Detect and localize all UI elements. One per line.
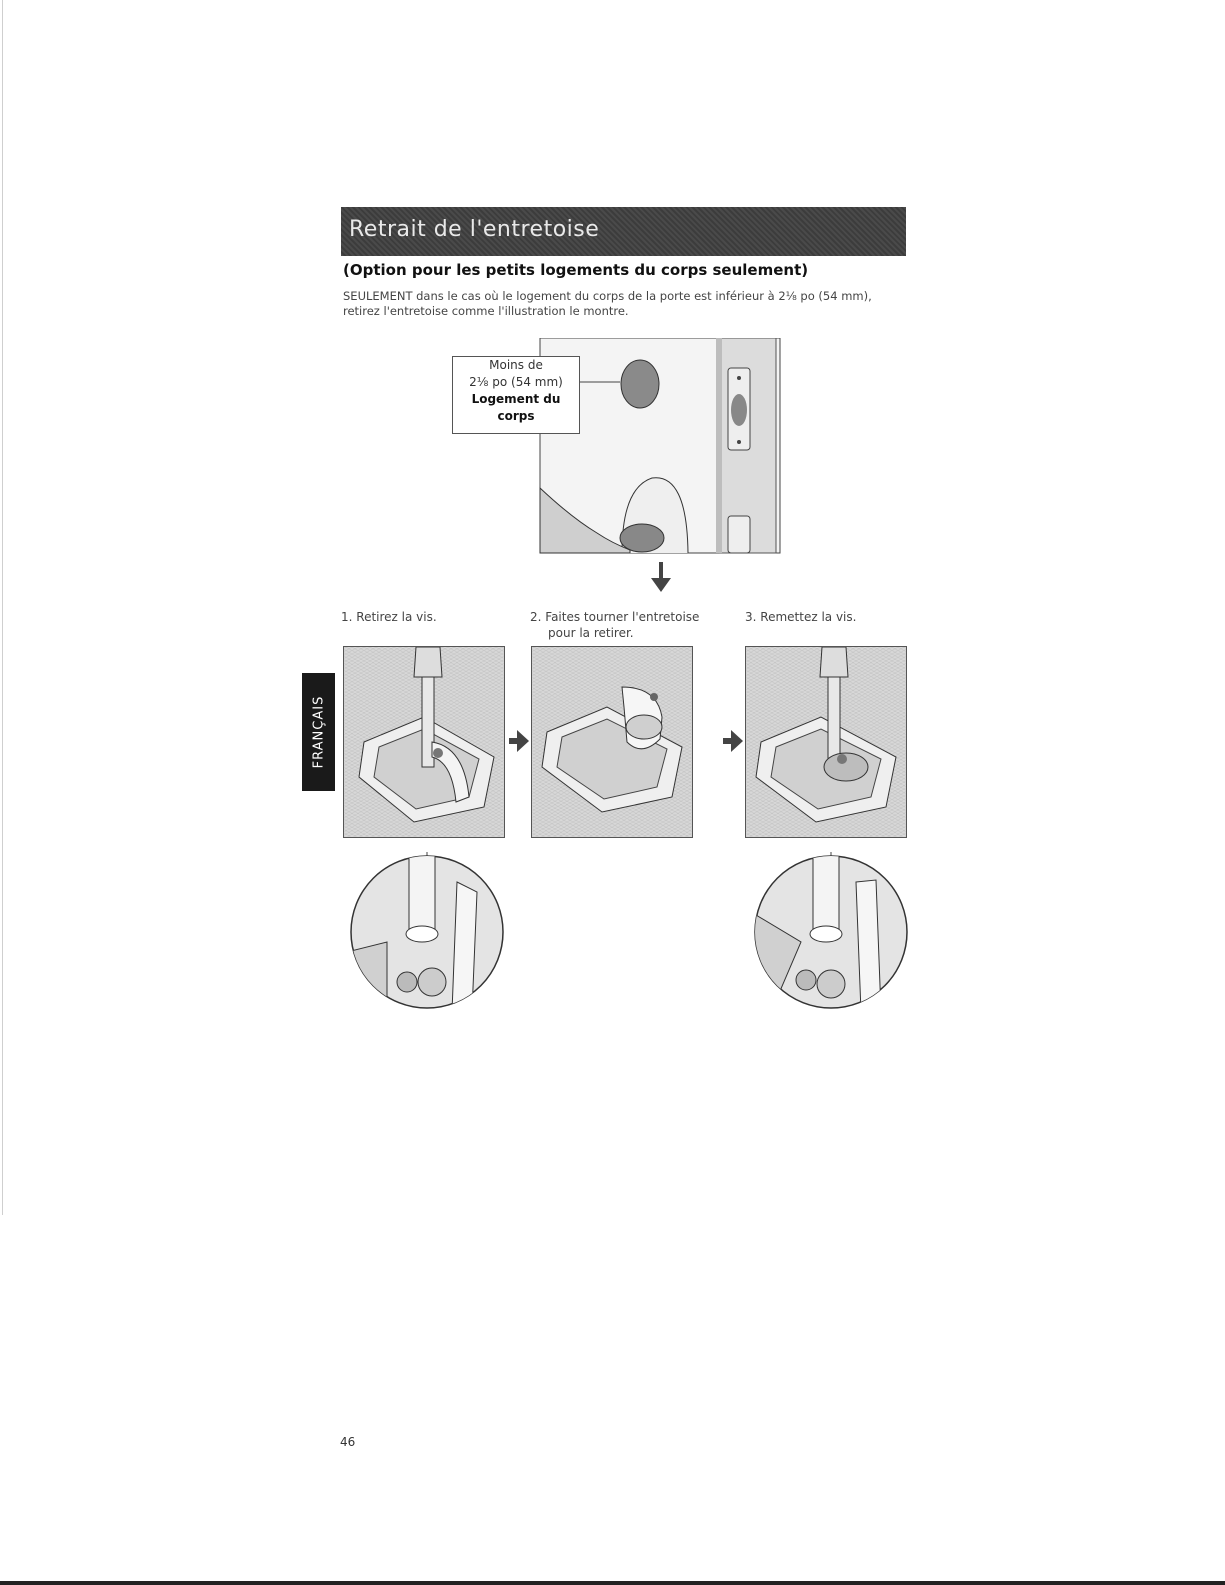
section-subtitle: (Option pour les petits logements du corps seulement) (343, 261, 809, 279)
callout-line-1: Moins de (489, 358, 543, 372)
step-1-text: Retirez la vis. (356, 610, 437, 624)
replace-screw-illustration (746, 647, 906, 837)
step-3-zoom-detail (751, 852, 911, 1012)
page-edge-line (2, 0, 3, 1215)
right-arrow-icon (723, 728, 743, 754)
step-3-text: Remettez la vis. (760, 610, 857, 624)
callout-line-3: Logement du (471, 392, 561, 406)
step-2-text-cont: pour la retirer. (548, 626, 634, 640)
language-tab (302, 673, 335, 791)
callout-line-4: corps (497, 409, 535, 423)
callout-line-2: 2⅛ po (54 mm) (469, 375, 563, 389)
step-3-photo (745, 646, 907, 838)
language-tab-label: FRANÇAIS (311, 695, 326, 769)
page-bottom-rule (0, 1581, 1225, 1585)
step-2-photo (531, 646, 693, 838)
step-1-caption (341, 609, 437, 625)
step-3-number: 3. (745, 610, 757, 624)
right-arrow-icon (509, 728, 529, 754)
remove-screw-illustration (344, 647, 504, 837)
step-2-number: 2. (530, 610, 542, 624)
intro-paragraph: SEULEMENT dans le cas où le logement du corps de la porte est inférieur à 2⅛ po (54 mm), retirez l'entretoise comme l'illustration le montre. (343, 289, 872, 318)
section-banner (341, 207, 906, 256)
step-1-photo (343, 646, 505, 838)
step-3-caption (745, 609, 856, 625)
step-2-caption (530, 609, 699, 641)
down-arrow-icon (649, 562, 673, 594)
rotate-spacer-illustration (532, 647, 692, 837)
housing-size-callout (452, 356, 580, 434)
step-1-zoom-detail (347, 852, 507, 1012)
step-1-number: 1. (341, 610, 353, 624)
step-2-text: Faites tourner l'entretoise (545, 610, 700, 624)
section-title: Retrait de l'entretoise (349, 217, 600, 242)
page-number: 46 (340, 1435, 356, 1449)
